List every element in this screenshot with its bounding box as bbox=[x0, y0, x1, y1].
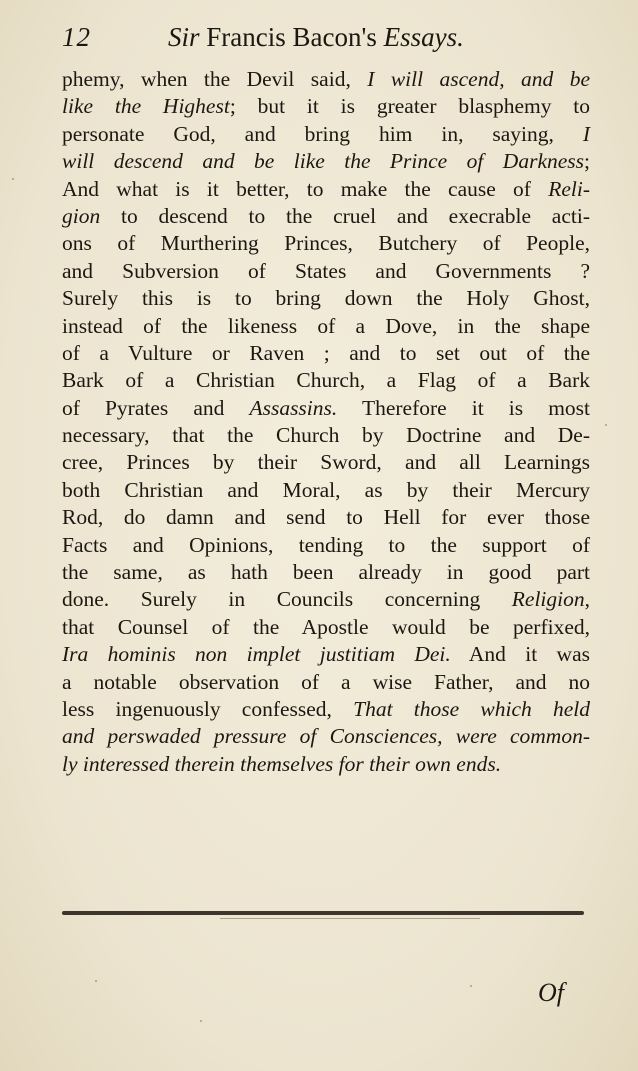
roman-text: both Christian and Moral, as by their Mercury bbox=[62, 477, 590, 502]
italic-text: Assassins. bbox=[249, 395, 338, 420]
roman-text: necessary, that the Church by Doctrine and De- bbox=[62, 423, 590, 448]
text-line bbox=[62, 586, 590, 613]
roman-text: Rod, do damn and send to Hell for ever those bbox=[62, 505, 590, 530]
roman-text: And it was bbox=[450, 642, 590, 667]
roman-text: And what is it better, to make the cause of bbox=[62, 176, 549, 201]
roman-text: of Pyrates and bbox=[62, 395, 250, 420]
title-main: Francis Bacon's bbox=[199, 22, 384, 52]
text-line bbox=[62, 203, 590, 230]
roman-text: ons of Murthering Princes, Butchery of People, bbox=[62, 231, 590, 256]
paper-speck bbox=[95, 980, 97, 982]
italic-text: Ira hominis non implet justitiam Dei. bbox=[62, 642, 451, 667]
italic-text: ly interessed therein themselves for their own ends. bbox=[62, 751, 502, 776]
catchword: Of bbox=[538, 978, 564, 1007]
text-line bbox=[62, 504, 590, 531]
text-line bbox=[62, 367, 590, 394]
roman-text: personate God, and bring him in, saying, bbox=[62, 121, 583, 146]
text-line bbox=[62, 340, 590, 367]
text-line bbox=[62, 614, 590, 641]
text-line bbox=[62, 696, 590, 723]
italic-text: Reli- bbox=[548, 176, 590, 201]
italic-text: like the Highest bbox=[62, 94, 230, 119]
italic-text: That those which held bbox=[353, 696, 590, 721]
roman-text: and Subversion of States and Governments ? bbox=[62, 258, 590, 283]
text-line bbox=[62, 449, 590, 476]
paper-speck bbox=[605, 424, 607, 426]
italic-text: I bbox=[582, 121, 590, 146]
running-header bbox=[62, 16, 582, 60]
paper-speck bbox=[470, 985, 472, 987]
page-number: 12 bbox=[62, 22, 91, 52]
roman-text: ; bbox=[584, 149, 590, 174]
roman-text: Bark of a Christian Church, a Flag of a Bark bbox=[62, 368, 590, 393]
roman-text: done. Surely in Councils concerning bbox=[62, 587, 512, 612]
text-line bbox=[62, 559, 590, 586]
text-line bbox=[62, 723, 590, 750]
italic-text: and perswaded pressure of Consciences, were common- bbox=[62, 724, 590, 749]
text-line bbox=[62, 66, 590, 93]
text-line bbox=[62, 422, 590, 449]
closing-rule-shadow bbox=[220, 918, 480, 919]
roman-text: Surely this is to bring down the Holy Ghost, bbox=[62, 286, 590, 311]
paper-speck bbox=[12, 178, 14, 180]
text-line bbox=[62, 93, 590, 120]
italic-text: will descend and be like the Prince of Darkness bbox=[62, 149, 585, 174]
text-line bbox=[62, 395, 590, 422]
text-line bbox=[62, 285, 590, 312]
text-line bbox=[62, 477, 590, 504]
title-sir: Sir bbox=[168, 22, 200, 52]
text-line bbox=[62, 258, 590, 285]
closing-rule bbox=[62, 911, 584, 915]
paper-speck bbox=[200, 1020, 202, 1022]
roman-text: that Counsel of the Apostle would be perfixed, bbox=[62, 614, 590, 639]
roman-text: a notable observation of a wise Father, and no bbox=[62, 669, 590, 694]
title-essays: Essays. bbox=[383, 22, 464, 52]
roman-text: to descend to the cruel and execrable acti- bbox=[100, 203, 590, 228]
roman-text: less ingenuously confessed, bbox=[62, 696, 354, 721]
text-line bbox=[62, 121, 590, 148]
text-line bbox=[62, 230, 590, 257]
text-line bbox=[62, 148, 590, 175]
italic-text: I will ascend, and be bbox=[367, 67, 590, 91]
roman-text: the same, as hath been already in good part bbox=[62, 560, 590, 585]
text-line bbox=[62, 669, 590, 696]
roman-text: ; but it is greater blasphemy to bbox=[229, 94, 591, 119]
roman-text: of a Vulture or Raven ; and to set out of the bbox=[62, 340, 590, 365]
essay-body-text bbox=[62, 66, 590, 778]
roman-text: Therefore it is most bbox=[337, 395, 591, 420]
running-title bbox=[168, 22, 464, 53]
text-line bbox=[62, 641, 590, 668]
roman-text: phemy, when the Devil said, bbox=[62, 67, 368, 91]
roman-text: Facts and Opinions, tending to the support of bbox=[62, 532, 590, 557]
text-line bbox=[62, 532, 590, 559]
text-line bbox=[62, 751, 590, 778]
roman-text: , bbox=[584, 587, 590, 612]
italic-text: gion bbox=[62, 203, 101, 228]
roman-text: instead of the likeness of a Dove, in the shape bbox=[62, 313, 590, 338]
text-line bbox=[62, 176, 590, 203]
italic-text: Religion bbox=[511, 587, 585, 612]
text-line bbox=[62, 313, 590, 340]
roman-text: cree, Princes by their Sword, and all Learnings bbox=[62, 450, 590, 475]
